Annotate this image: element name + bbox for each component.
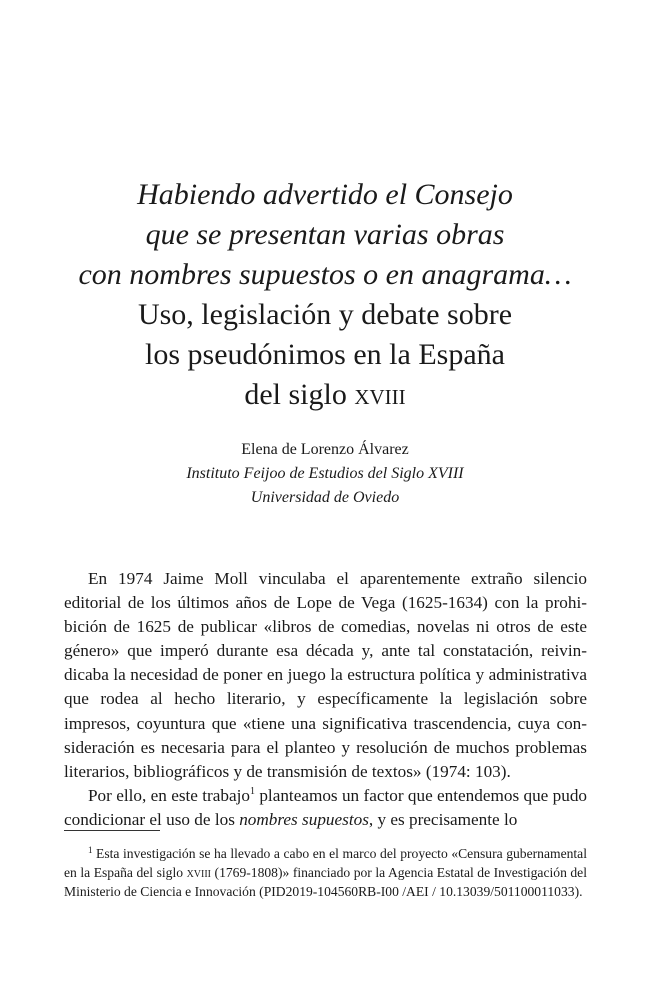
title-line-3: con nombres supuestos o en anagrama…	[78, 258, 572, 291]
title-line-2: que se presentan varias obras	[145, 218, 505, 251]
article-title	[0, 175, 650, 415]
footnote-century: xviii	[186, 865, 212, 881]
paragraph-1: En 1974 Jaime Moll vinculaba el aparentemente extraño silencio editorial de los últimos años de Lope de Vega (1625-1634) con la prohibición de 1625 de publicar «libros de comedias, novelas ni otros de este género» que imperó durante esa década y, ante tal constatación, reivindicaba la necesidad de poner en juego la estructura política y administrativa que rodea al hecho literario, y específicamente la legislación sobre impresos, coyuntura que «tiene una significativa trascendencia, cuya consideración es necesaria para el planteo y resolución de muchos problemas literarios, bibliográficos y de transmisión de textos» (1974: 103).	[64, 569, 587, 781]
footnote-number: 1	[88, 845, 93, 855]
footnote-ref: 1	[249, 785, 255, 797]
paragraph-2-part-b: planteamos un factor que entendemos que pudo condicionar el uso de los	[64, 785, 588, 829]
title-line-1: Habiendo advertido el Consejo	[137, 178, 513, 211]
footnote	[64, 844, 587, 902]
paragraph-2-part-c: , y es precisamente lo	[368, 809, 518, 829]
title-line-4: Uso, legislación y debate sobre	[137, 298, 513, 331]
paragraph-2-emphasis: nombres supuestos	[239, 809, 369, 829]
footnote-text-a: Esta investigación se ha llevado a cabo en el marco del proyecto «Censura gubernamental en la España del siglo	[64, 846, 587, 881]
paragraph-2	[64, 784, 587, 832]
paragraph-2-part-a: Por ello, en este trabajo	[88, 785, 250, 805]
author-block	[0, 438, 650, 510]
author-affiliation-2: Universidad de Oviedo	[250, 489, 400, 506]
author-affiliation-1: Instituto Feijoo de Estudios del Siglo XVIII	[186, 465, 464, 482]
footnote-text	[64, 844, 587, 902]
footnote-text-b: (1769-1808)» financiado por la Agencia Estatal de Investigación del Ministerio de Ciencia e Innovación (PID2019-104560RB-I00 /AEI / 10.13039/501100011033).	[64, 865, 587, 900]
footnote-divider	[64, 830, 160, 831]
body-text	[64, 567, 587, 832]
title-line-5: los pseudónimos en la España	[145, 338, 505, 371]
title-line-6-prefix: del siglo	[244, 378, 355, 411]
title-century: xviii	[354, 378, 406, 411]
author-name: Elena de Lorenzo Álvarez	[241, 441, 409, 458]
title-line-6	[0, 375, 650, 415]
